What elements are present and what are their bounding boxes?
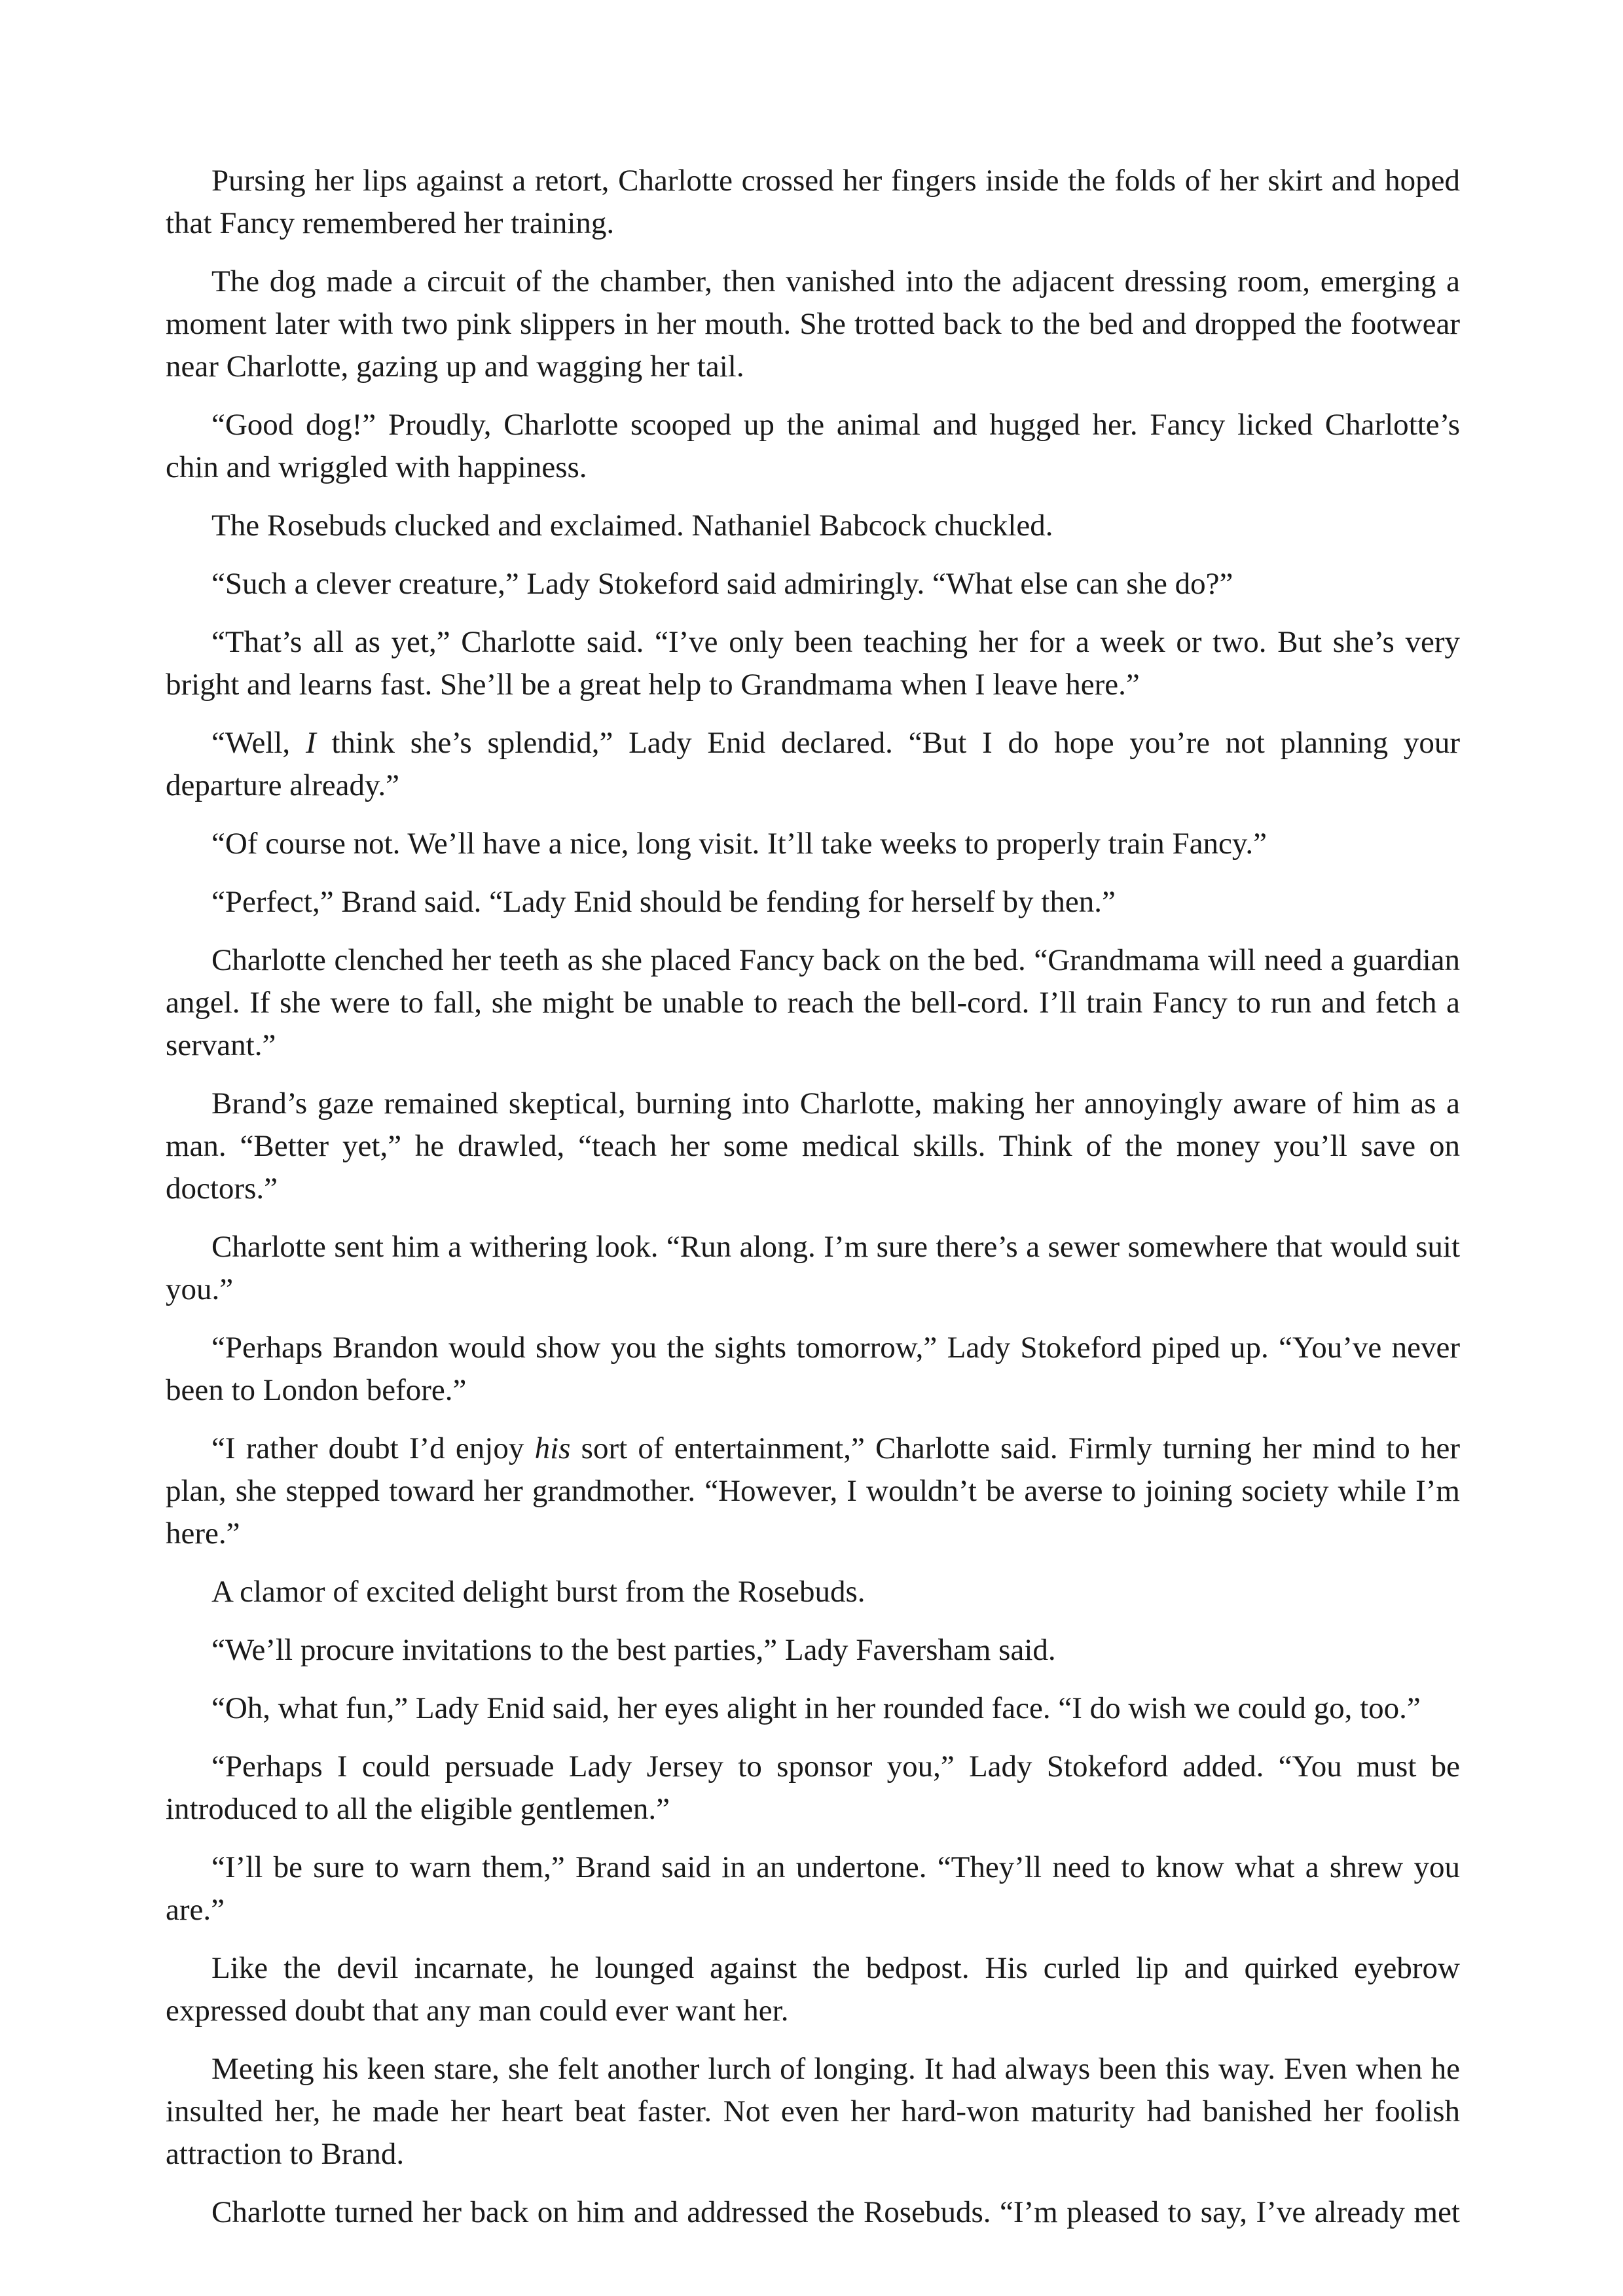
paragraph [166,722,1460,807]
text-run: “Good dog!” Proudly, Charlotte scooped up the animal and hugged her. Fancy licked Charlotte’s chin and wriggled with happiness. [166,408,1460,484]
text-run: A clamor of excited delight burst from the Rosebuds. [211,1575,866,1609]
paragraph [166,1629,1460,1672]
text-run: “Such a clever creature,” Lady Stokeford said admiringly. “What else can she do?” [211,567,1233,601]
text-run: “I’ll be sure to warn them,” Brand said in an undertone. “They’ll need to know what a shrew you are.” [166,1850,1460,1927]
paragraph [166,1427,1460,1555]
paragraph [166,1746,1460,1831]
paragraph [166,160,1460,245]
paragraph [166,823,1460,865]
text-run: “Perhaps Brandon would show you the sights tomorrow,” Lady Stokeford piped up. “You’ve never been to London before.” [166,1331,1460,1407]
paragraph [166,2191,1460,2234]
paragraph [166,1226,1460,1311]
text-run: “We’ll procure invitations to the best parties,” Lady Faversham said. [211,1633,1056,1667]
paragraph [166,939,1460,1067]
text-run: The dog made a circuit of the chamber, then vanished into the adjacent dressing room, emerging a moment later with two pink slippers in her mouth. She trotted back to the bed and dropped the footwear near Charlotte, gazing up and wagging her tail. [166,264,1460,384]
paragraph [166,505,1460,547]
text-run: “Of course not. We’ll have a nice, long visit. It’ll take weeks to properly train Fancy.” [211,827,1267,861]
text-run: sort of entertainment,” Charlotte said. Firmly turning her mind to her plan, she stepped toward her grandmother. “However, I wouldn’t be averse to joining society while I’m here.” [166,1431,1461,1551]
text-run: Charlotte turned her back on him and addressed the Rosebuds. “I’m pleased to say, I’ve already met [211,2195,1460,2229]
text-run: “That’s all as yet,” Charlotte said. “I’ve only been teaching her for a week or two. But she’s very bright and learns fast. She’ll be a great help to Grandmama when I leave here.” [166,625,1460,702]
paragraph [166,1327,1460,1412]
text-run: “Perhaps I could persuade Lady Jersey to sponsor you,” Lady Stokeford added. “You must be introduced to all the eligible gentlemen.” [166,1749,1460,1826]
text-run: The Rosebuds clucked and exclaimed. Nathaniel Babcock chuckled. [211,509,1053,543]
text-run: think she’s splendid,” Lady Enid declared. “But I do hope you’re not planning your departure already.” [166,726,1460,802]
text-run: “Oh, what fun,” Lady Enid said, her eyes alight in her rounded face. “I do wish we could go, too.” [211,1691,1421,1725]
text-run: Charlotte clenched her teeth as she placed Fancy back on the bed. “Grandmama will need a guardian angel. If she were to fall, she might be unable to reach the bell-cord. I’ll train Fancy to run and fetch a servant.” [166,943,1460,1062]
text-run: Charlotte sent him a withering look. “Run along. I’m sure there’s a sewer somewhere that would suit you.” [166,1230,1460,1306]
paragraph [166,1846,1460,1931]
paragraph [166,621,1460,706]
text-run: Pursing her lips against a retort, Charlotte crossed her fingers inside the folds of her skirt and hoped that Fancy remembered her training. [166,164,1460,240]
paragraph [166,881,1460,924]
paragraph [166,260,1460,388]
text-run: “I rather doubt I’d enjoy [211,1431,535,1465]
text-run: Like the devil incarnate, he lounged against the bedpost. His curled lip and quirked eyebrow expressed doubt that any man could ever want her. [166,1951,1460,2028]
paragraph [166,1083,1460,1210]
text-run: Brand’s gaze remained skeptical, burning into Charlotte, making her annoyingly aware of him as a man. “Better yet,” he drawled, “teach her some medical skills. Think of the money you’ll save on doctors.” [166,1086,1460,1206]
page-body-text [166,160,1460,2234]
paragraph [166,1947,1460,2032]
italic-text: I [305,726,316,760]
paragraph [166,404,1460,489]
text-run: “Well, [211,726,306,760]
paragraph [166,563,1460,605]
paragraph [166,1687,1460,1730]
text-run: Meeting his keen stare, she felt another lurch of longing. It had always been this way. Even when he insulted her, he made her heart beat faster. Not even her hard-won maturity had banished her foolish attraction to Brand. [166,2052,1460,2171]
italic-text: his [534,1431,571,1465]
paragraph [166,1571,1460,1613]
text-run: “Perfect,” Brand said. “Lady Enid should be fending for herself by then.” [211,885,1116,919]
paragraph [166,2048,1460,2176]
